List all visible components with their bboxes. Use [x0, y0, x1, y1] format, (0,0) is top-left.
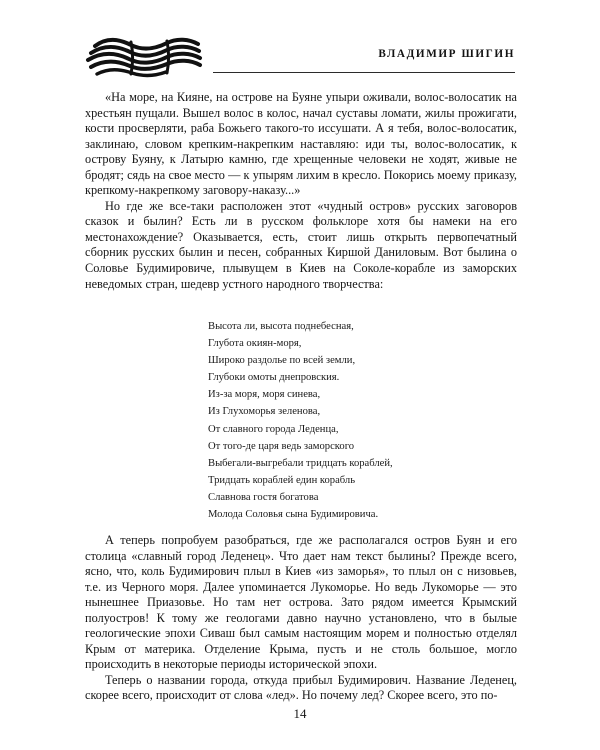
verse-line: От того-де царя ведь заморского: [208, 440, 355, 452]
post-verse-text: [85, 533, 517, 704]
page-body: [85, 90, 517, 703]
verse-line: Славнова гостя богатова: [208, 491, 319, 503]
header-author-name: ВЛАДИМИР ШИГИН: [378, 48, 515, 60]
verse-line: Глубоки омоты днепровския.: [208, 372, 340, 384]
verse-line: Широко раздолье по всей земли,: [208, 355, 356, 367]
running-header: [85, 36, 515, 82]
verse-line: Глубота окиян-моря,: [208, 338, 302, 350]
verse-line: Выбегали-выгребали тридцать кораблей,: [208, 457, 393, 469]
header-divider-rule: [213, 72, 515, 73]
paragraph-leденец-analysis: А теперь попробуем разобраться, где же располагался остров Буян и его столица «славный город Леденец». Что дает нам текст былины? Прежде всего, ясно, что, коль Будимирович плыл в Киев «из заморья», то плыл он с низовьев, т.е. из Черного моря. Далее упоминается Лукоморье. Но ведь Лукоморье — это нынешнее Приазовье. Но там нет острова. Зато рядом имеется Крымский полуостров! К тому же геологами давно научно установлено, что в былые геологические эпохи Сиваш был самым настоящим морем и полностью отделял Крым от материка. Отделение Крыма, пусть и не столь большое, могло происходить в некоторые периоды исторической эпохи.: [85, 533, 517, 672]
verse-line: Тридцать кораблей един корабль: [208, 474, 356, 486]
verse-block: [208, 318, 518, 523]
paragraph-incantation-quote: «На море, на Кияне, на острове на Буяне упыри оживали, волос-волосатик на хрестьян пущали. Вышел волос в колос, начал суставы ломати, жилы прожигати, кости просверляти, раба Божьего такого-то иссушати. А я тебя, волос-волосатик, заклинаю, словом крепким-накрепким наставляю: иди ты, волос-волосатик, к острову Буяну, к Латырю камню, где хрещенные человеки не ходят, живые не бродят; сядь на свое место — к упырям лихим в кресло. Покорись моему приказу, крепкому-накрепкому заговору-наказу...»: [85, 90, 517, 198]
verse-line: Молода Соловья сына Будимировича.: [208, 509, 379, 521]
paragraph-city-name-origin: Теперь о названии города, откуда прибыл Будимирович. Название Леденец, скорее всего, происходит от слова «лед». Но почему лед? Скорее всего, это по-: [85, 672, 517, 703]
verse-line: Из Глухоморья зеленова,: [208, 406, 321, 418]
verse-line: От славного города Леденца,: [208, 423, 339, 435]
page-number: 14: [293, 706, 307, 721]
paragraph-buyan-island-question: Но где же все-таки расположен этот «чудный остров» русских заговоров сказок и былин? Есть ли в русском фольклоре хотя бы намеки на его местонахождение? Оказывается, есть, стоит лишь открыть первопечатный сборник русских былин и песен, собранных Киршой Даниловым. Вот былина о Соловье Будимировиче, плывущем в Киев на Соколе-корабле из заморских неведомых стран, шедевр устного народного творчества:: [85, 198, 517, 291]
verse-line: Из-за моря, моря синева,: [208, 389, 321, 401]
wavy-ribbon-ornament-icon: [85, 36, 215, 80]
verse-line: Высота ли, высота поднебесная,: [208, 321, 354, 332]
